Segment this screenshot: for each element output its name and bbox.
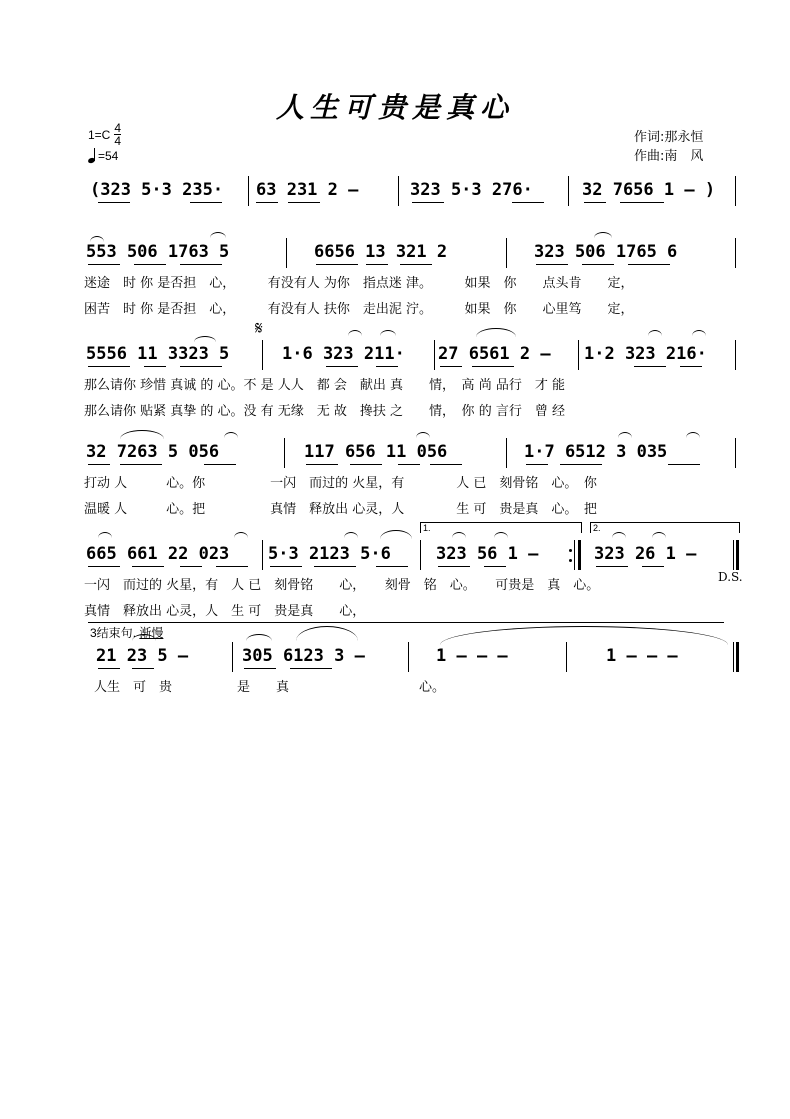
lyrics-3-verse-2: 那么请你 贴紧 真挚 的 心。没 有 无缘 无 故 搀扶 之 情， 你 的 言行 曾 经 [84, 404, 565, 419]
measure-6-3: 1 – – – [436, 646, 508, 666]
volta-1: 1. [420, 522, 582, 533]
tempo-marking: =54 [98, 149, 119, 163]
lyrics-2-verse-2: 困苦 时 你 是否担 心， 有没有人 扶你 走出泥 泞。 如果 你 心里笃 定， [84, 302, 634, 317]
measure-3-1: 5556 11 3323 5 [86, 344, 230, 364]
key-and-tempo [88, 122, 121, 163]
lyricist: 作词:那永恒 [634, 130, 704, 145]
measure-1-2: 63 231 2 – [256, 180, 359, 200]
measure-1-1: (323 5·3 235· [90, 180, 224, 200]
measure-5-4: 323 26 1 – [594, 544, 697, 564]
measure-4-2: 117 656 11 056 [304, 442, 448, 462]
lyrics-4-verse-1: 打动 人 心。你 一闪 而过的 火星，有 人 已 刻骨铭 心。 你 [84, 476, 597, 491]
volta-2: 2. [590, 522, 740, 533]
measure-3-3: 27 6561 2 – [438, 344, 551, 364]
lyrics-4-verse-2: 温暖 人 心。把 真情 释放出 心灵，人 生 可 贵是真 心。 把 [84, 502, 597, 517]
credits [634, 128, 703, 166]
composer: 作曲:南 风 [634, 149, 704, 164]
measure-2-3: 323 506 1765 6 [534, 242, 678, 262]
lyrics-2-verse-1: 迷途 时 你 是否担 心， 有没有人 为你 指点迷 津。 如果 你 点头肯 定， [84, 276, 634, 291]
ending-bracket [88, 622, 724, 623]
measure-1-4: 32 7656 1 – ) [582, 180, 716, 200]
dal-segno-marking: D.S. [718, 570, 743, 584]
measure-5-2: 5·3 2123 5·6 [268, 544, 391, 564]
measure-6-1: 21 23 5 – [96, 646, 189, 666]
time-signature: $\frac{4}{4}$ [114, 121, 122, 148]
measure-3-4: 1·2 323 216· [584, 344, 707, 364]
measure-1-3: 323 5·3 276· [410, 180, 533, 200]
song-title: 人生可贵是真心 [275, 91, 514, 124]
measure-6-2: 305 6123 3 – [242, 646, 365, 666]
measure-6-4: 1 – – – [606, 646, 678, 666]
lyrics-6-ending: 人生 可 贵 是 真 心。 [94, 680, 446, 695]
key-signature: 1=C [88, 127, 111, 142]
measure-5-1: 665 661 22 023 [86, 544, 230, 564]
lyrics-3-verse-1: 那么请你 珍惜 真诚 的 心。不 是 人人 都 会 献出 真 情， 高 尚 品行 才 能 [84, 378, 565, 393]
ending-label: 3结束句. 渐慢 [90, 626, 164, 640]
segno-icon: 𝄋 [255, 318, 263, 338]
lyrics-5-verse-1: 一闪 而过的 火星，有 人 已 刻骨铭 心， 刻骨 铭 心。 可贵是 真 心。 [84, 578, 600, 593]
measure-2-2: 6656 13 321 2 [314, 242, 448, 262]
measure-4-3: 1·7 6512 3 035 [524, 442, 668, 462]
measure-5-3: 323 56 1 – [436, 544, 539, 564]
measure-3-2: 1·6 323 211· [282, 344, 405, 364]
lyrics-5-verse-2: 真情 释放出 心灵，人 生 可 贵是真 心， [84, 604, 366, 619]
measure-2-1: 553 506 1763 5 [86, 242, 230, 262]
measure-4-1: 32 7263 5 056 [86, 442, 220, 462]
